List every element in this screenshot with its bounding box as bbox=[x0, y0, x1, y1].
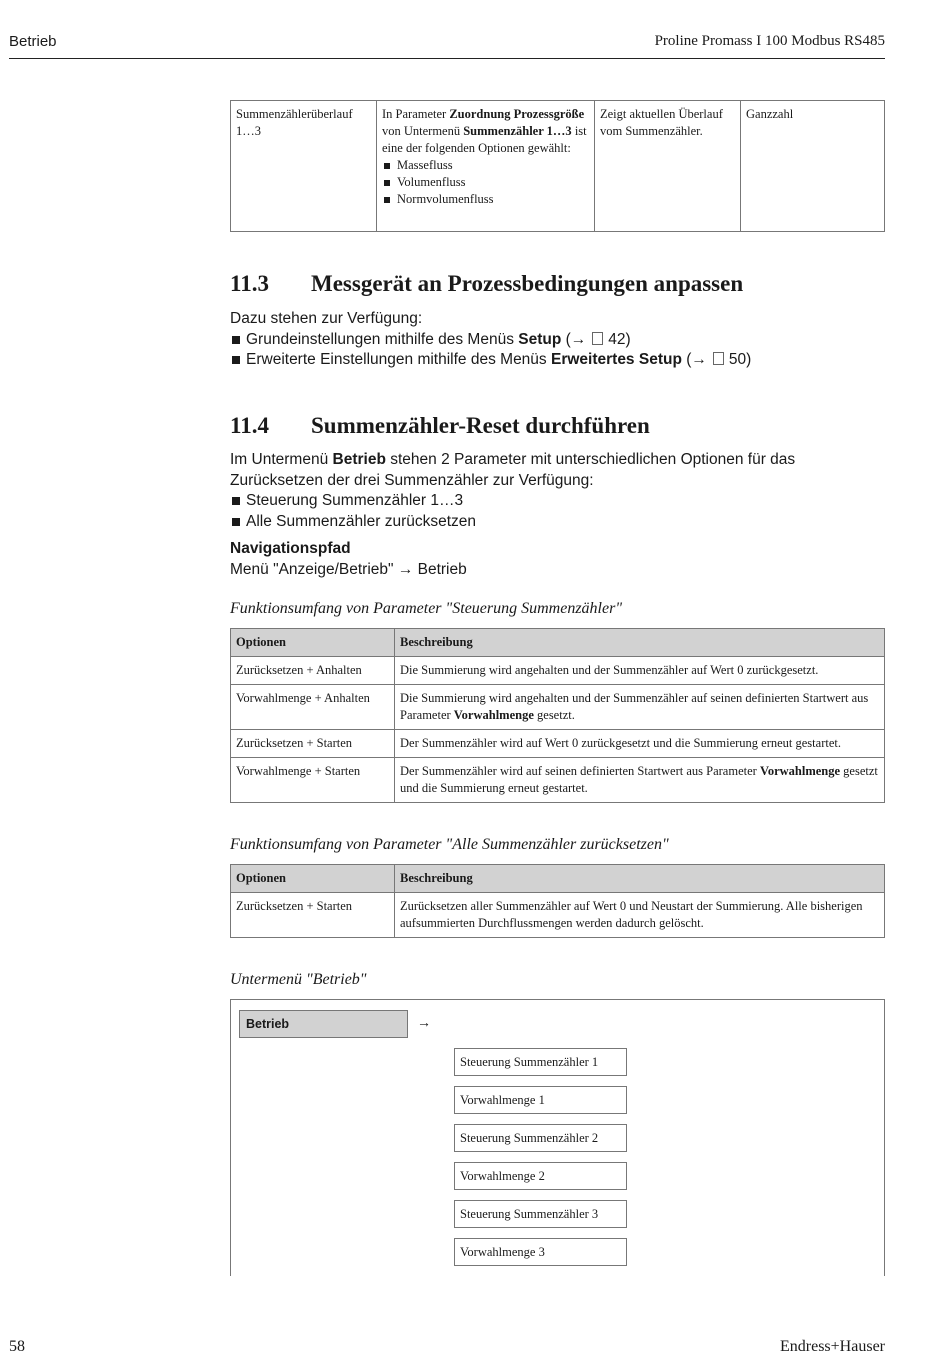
page-icon bbox=[592, 332, 603, 345]
column-header-description: Beschreibung bbox=[395, 629, 885, 657]
footer-brand: Endress+Hauser bbox=[780, 1338, 885, 1355]
list-text: Steuerung Summenzähler 1…3 bbox=[246, 492, 464, 509]
section-title: Summenzähler-Reset durchführen bbox=[311, 413, 650, 438]
intro-text: Dazu stehen zur Verfügung: bbox=[230, 310, 423, 327]
submenu-caption: Untermenü "Betrieb" bbox=[230, 971, 367, 988]
description-text: Der Summenzähler wird auf seinen definierten Startwert aus Parameter bbox=[400, 764, 760, 778]
description-cell bbox=[395, 685, 885, 730]
page-reference[interactable]: 50) bbox=[728, 351, 752, 368]
bullet-icon bbox=[232, 356, 240, 364]
column-header-description: Beschreibung bbox=[395, 865, 885, 893]
header-document-title: Proline Promass I 100 Modbus RS485 bbox=[654, 33, 885, 49]
header-section-title: Betrieb bbox=[9, 33, 57, 50]
page-icon bbox=[713, 352, 724, 365]
table-row bbox=[231, 657, 885, 685]
prerequisite-cell bbox=[377, 101, 595, 232]
menu-node-vorwahlmenge-3[interactable]: Vorwahlmenge 3 bbox=[454, 1238, 627, 1266]
list-item bbox=[382, 174, 589, 191]
intro-fragment: Im Untermenü bbox=[230, 451, 333, 468]
datatype-cell: Ganzzahl bbox=[741, 101, 885, 232]
list-item-label: Massefluss bbox=[397, 158, 453, 172]
table-header-row bbox=[231, 865, 885, 893]
submenu-ref: Betrieb bbox=[332, 451, 386, 468]
bullet-icon bbox=[384, 163, 390, 169]
table-row bbox=[231, 893, 885, 938]
list-text: Alle Summenzähler zurücksetzen bbox=[246, 512, 477, 530]
option-cell: Vorwahlmenge + Anhalten bbox=[231, 685, 395, 730]
list-item bbox=[230, 330, 890, 351]
description-text: Die Summierung wird angehalten und der Summenzähler auf Wert 0 zurückgesetzt. bbox=[400, 663, 819, 677]
reset-all-options-table bbox=[230, 864, 885, 938]
table-row bbox=[231, 730, 885, 758]
table1-caption: Funktionsumfang von Parameter "Steuerung Summenzähler" bbox=[230, 600, 623, 617]
list-text: Grundeinstellungen mithilfe des Menüs bbox=[246, 330, 519, 348]
list-item-label: Normvolumenfluss bbox=[397, 192, 494, 206]
menu-node-vorwahlmenge-1[interactable]: Vorwahlmenge 1 bbox=[454, 1086, 627, 1114]
option-cell: Zurücksetzen + Anhalten bbox=[231, 657, 395, 685]
list-item bbox=[382, 191, 589, 208]
navigation-path: Menü "Anzeige/Betrieb" → Betrieb bbox=[230, 560, 467, 578]
prerequisite-text: ist eine der folgenden Optionen gewählt: bbox=[382, 124, 587, 155]
arrow-text: (→ bbox=[681, 351, 707, 368]
section-number: 11.4 bbox=[230, 413, 269, 438]
description-cell bbox=[395, 730, 885, 758]
table2-caption: Funktionsumfang von Parameter "Alle Summenzähler zurücksetzen" bbox=[230, 836, 669, 853]
description-text: gesetzt und die Summierung erneut gestartet. bbox=[400, 764, 878, 795]
option-cell: Vorwahlmenge + Starten bbox=[231, 758, 395, 803]
option-cell: Zurücksetzen + Starten bbox=[231, 893, 395, 938]
arrow-right-icon: → bbox=[417, 1016, 431, 1031]
table-row bbox=[231, 685, 885, 730]
section-heading-11-3 bbox=[230, 271, 743, 297]
table-row bbox=[231, 101, 885, 232]
section-heading-11-4 bbox=[230, 413, 650, 439]
description-cell: Zurücksetzen aller Summenzähler auf Wert 0 und Neustart der Summierung. Alle bisherigen aufsummierten Durchflussmengen werden dadurch gelöscht. bbox=[395, 893, 885, 938]
intro-fragment: stehen 2 Parameter mit unterschiedlichen Optionen für das Zurücksetzen der drei Summenzähler zur Verfügung: bbox=[230, 451, 796, 489]
list-item bbox=[382, 157, 589, 174]
bullet-icon bbox=[232, 336, 240, 344]
section-number: 11.3 bbox=[230, 271, 269, 296]
description-text: Der Summenzähler wird auf Wert 0 zurückgesetzt und die Summierung erneut gestartet. bbox=[400, 736, 841, 750]
description-cell bbox=[395, 758, 885, 803]
section-11-3-body bbox=[230, 309, 890, 371]
list-text: Erweiterte Einstellungen mithilfe des Menüs bbox=[246, 351, 551, 368]
table-header-row bbox=[231, 629, 885, 657]
section-11-4-body bbox=[230, 450, 890, 580]
column-header-options: Optionen bbox=[231, 865, 395, 893]
bullet-icon bbox=[384, 197, 390, 203]
description-cell: Zeigt aktuellen Überlauf vom Summenzähler. bbox=[595, 101, 741, 232]
prerequisite-text: von Untermenü bbox=[382, 124, 464, 138]
column-header-options: Optionen bbox=[231, 629, 395, 657]
description-text: Die Summierung wird angehalten und der Summenzähler auf seinen definierten Startwert aus Parameter bbox=[400, 691, 869, 722]
steuerung-options-table bbox=[230, 628, 885, 803]
section-title: Messgerät an Prozessbedingungen anpassen bbox=[311, 271, 744, 296]
submenu-ref: Summenzähler 1…3 bbox=[463, 124, 572, 138]
bullet-icon bbox=[232, 518, 240, 526]
menu-node-betrieb[interactable]: Betrieb bbox=[239, 1010, 408, 1038]
page-reference[interactable]: 42) bbox=[608, 330, 631, 348]
menu-node-vorwahlmenge-2[interactable]: Vorwahlmenge 2 bbox=[454, 1162, 627, 1190]
menu-node-steuerung-3[interactable]: Steuerung Summenzähler 3 bbox=[454, 1200, 627, 1228]
menu-node-steuerung-2[interactable]: Steuerung Summenzähler 2 bbox=[454, 1124, 627, 1152]
parameter-name-cell: Summenzählerüberlauf 1…3 bbox=[231, 101, 377, 232]
page-number: 58 bbox=[9, 1338, 25, 1355]
list-item bbox=[230, 512, 890, 533]
parameter-ref: Vorwahlmenge bbox=[453, 708, 534, 722]
menu-link-setup[interactable]: Setup bbox=[518, 330, 562, 348]
bullet-icon bbox=[384, 180, 390, 186]
description-text: gesetzt. bbox=[533, 708, 575, 722]
overflow-parameter-table bbox=[230, 100, 885, 232]
list-item-label: Volumenfluss bbox=[397, 175, 466, 189]
menu-node-steuerung-1[interactable]: Steuerung Summenzähler 1 bbox=[454, 1048, 627, 1076]
submenu-tree bbox=[230, 999, 885, 1276]
bullet-icon bbox=[232, 497, 240, 505]
prerequisite-text: In Parameter bbox=[382, 107, 450, 121]
parameter-ref: Zuordnung Prozessgröße bbox=[449, 107, 585, 121]
parameter-ref: Vorwahlmenge bbox=[759, 764, 841, 778]
menu-link-advanced-setup[interactable]: Erweitertes Setup bbox=[550, 351, 682, 368]
list-item bbox=[230, 350, 890, 371]
intro-text bbox=[230, 450, 890, 491]
description-cell bbox=[395, 657, 885, 685]
list-item bbox=[230, 491, 890, 512]
header-rule bbox=[9, 58, 885, 59]
arrow-text: (→ bbox=[561, 330, 587, 348]
table-row bbox=[231, 758, 885, 803]
option-cell: Zurücksetzen + Starten bbox=[231, 730, 395, 758]
navigation-heading: Navigationspfad bbox=[230, 540, 351, 557]
